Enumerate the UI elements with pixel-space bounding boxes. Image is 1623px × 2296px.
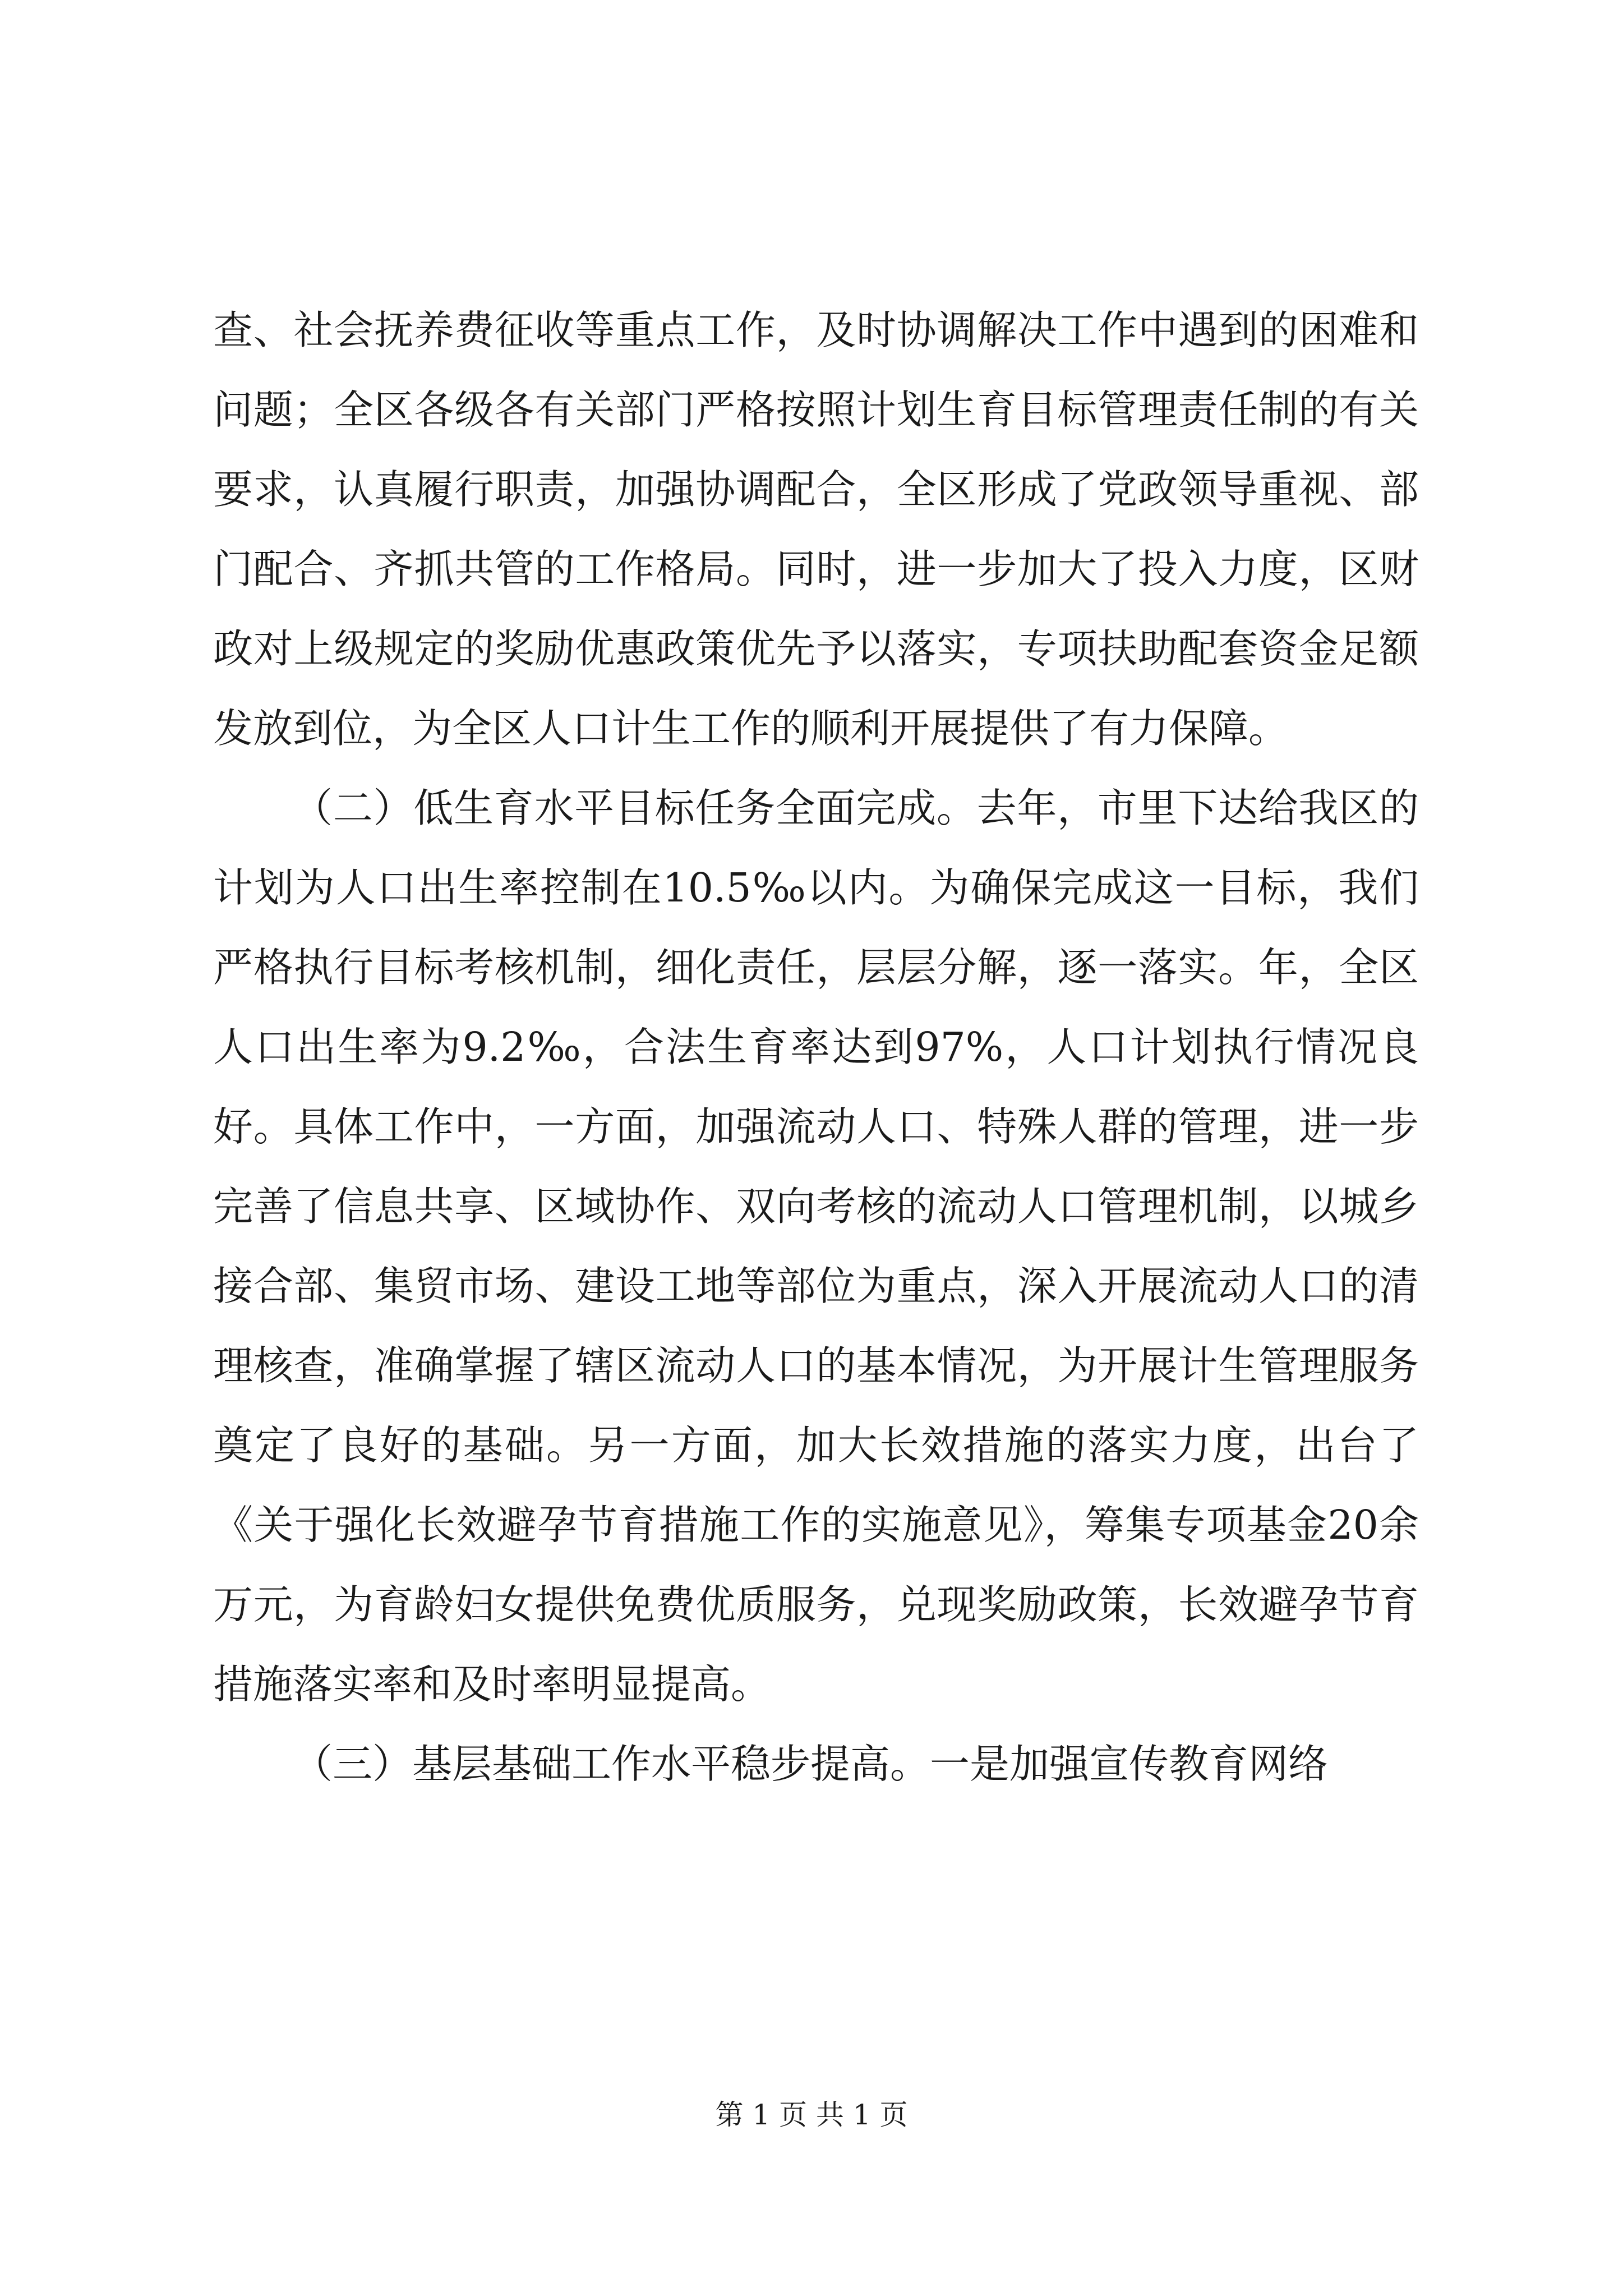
paragraph-section-two: （二）低生育水平目标任务全面完成。去年，市里下达给我区的计划为人口出生率控制在10.5‰以内。为确保完成这一目标，我们严格执行目标考核机制，细化责任，层层分解，逐一落实。年，全区人口出生率为9.2‰，合法生育率达到97%，人口计划执行情况良好。具体工作中，一方面，加强流动人口、特殊人群的管理，进一步完善了信息共享、区域协作、双向考核的流动人口管理机制，以城乡接合部、集贸市场、建设工地等部位为重点，深入开展流动人口的清理核查，准确掌握了辖区流动人口的基本情况，为开展计生管理服务奠定了良好的基础。另一方面，加大长效措施的落实力度，出台了《关于强化长效避孕节育措施工作的实施意见》，筹集专项基金20余万元，为育龄妇女提供免费优质服务，兑现奖励政策，长效避孕节育措施落实率和及时率明显提高。 xyxy=(213,785,1419,1708)
paragraph-section-three: （三）基层基础工作水平稳步提高。一是加强宣传教育网络 xyxy=(293,1741,1329,1787)
paragraph-continuation: 查、社会抚养费征收等重点工作，及时协调解决工作中遇到的困难和问题；全区各级各有关部门严格按照计划生育目标管理责任制的有关要求，认真履行职责，加强协调配合，全区形成了党政领导重视、部门配合、齐抓共管的工作格局。同时，进一步加大了投入力度，区财政对上级规定的奖励优惠政策优先予以落实，专项扶助配套资金足额发放到位，为全区人口计生工作的顺利开展提供了有力保障。 xyxy=(213,307,1419,752)
document-body xyxy=(213,291,1419,1804)
page-footer: 第 1 页 共 1 页 xyxy=(715,2099,908,2131)
